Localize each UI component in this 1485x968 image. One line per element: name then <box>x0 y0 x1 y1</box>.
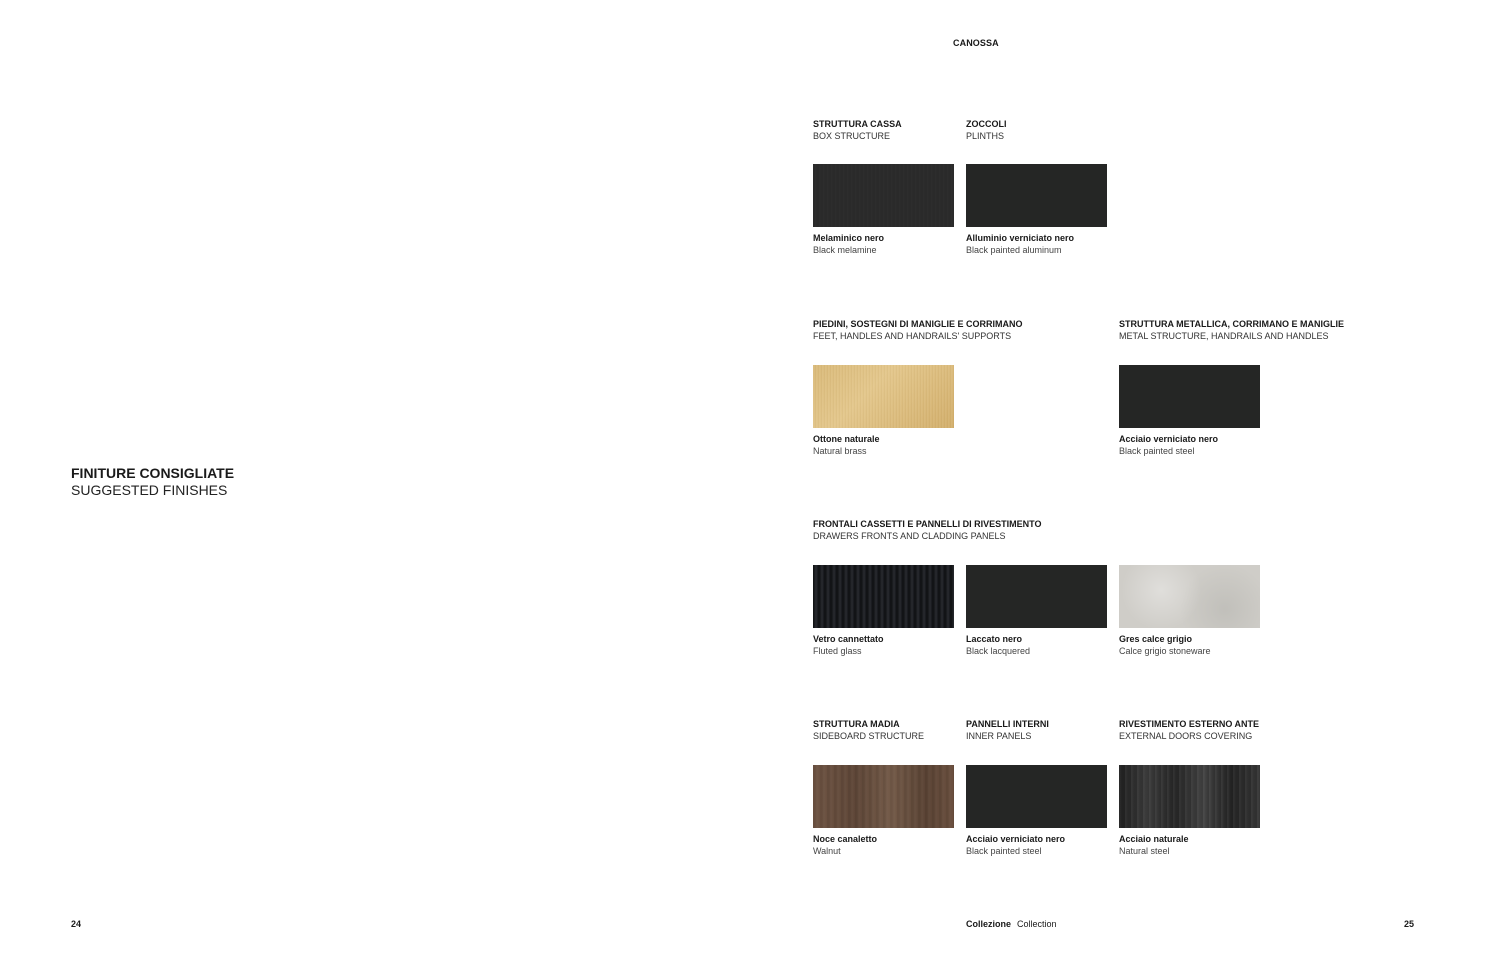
swatch-chip <box>1119 765 1260 828</box>
swatch-chip <box>966 565 1107 628</box>
category-metal-structure <box>1119 318 1344 343</box>
section-title-it: FINITURE CONSIGLIATE <box>71 465 235 481</box>
swatch-label-it: Noce canaletto <box>813 834 878 844</box>
category-label-it: STRUTTURA MADIA <box>813 719 900 729</box>
swatch-label-en: Black melamine <box>813 245 877 255</box>
footer-label-it: Collezione <box>966 919 1012 929</box>
category-label-en: BOX STRUCTURE <box>813 131 891 141</box>
category-label-en: METAL STRUCTURE, HANDRAILS AND HANDLES <box>1119 331 1329 341</box>
category-label-it: ZOCCOLI <box>966 119 1007 129</box>
category-label-it: STRUTTURA METALLICA, CORRIMANO E MANIGLIE <box>1119 319 1344 329</box>
brand-title: CANOSSA <box>953 38 999 48</box>
swatch-chip <box>813 365 954 428</box>
swatch-chip <box>813 164 954 227</box>
swatch-label-en: Fluted glass <box>813 646 862 656</box>
category-sideboard-structure <box>813 718 924 743</box>
swatch-label-it: Alluminio verniciato nero <box>966 233 1075 243</box>
swatch-label-it: Melaminico nero <box>813 233 885 243</box>
swatch-label-it: Acciaio naturale <box>1119 834 1189 844</box>
swatch-natural-steel <box>1119 765 1260 858</box>
category-label-en: DRAWERS FRONTS AND CLADDING PANELS <box>813 531 1006 541</box>
section-title-en: SUGGESTED FINISHES <box>71 482 228 498</box>
swatch-label-en: Black painted steel <box>966 846 1042 856</box>
swatch-chip <box>966 164 1107 227</box>
category-drawer-fronts <box>813 518 1042 543</box>
swatch-walnut <box>813 765 954 858</box>
swatch-label-it: Ottone naturale <box>813 434 880 444</box>
swatch-calce-grigio-stoneware <box>1119 565 1260 658</box>
swatch-label-it: Acciaio verniciato nero <box>1119 434 1219 444</box>
swatch-black-melamine <box>813 164 954 257</box>
category-label-en: SIDEBOARD STRUCTURE <box>813 731 925 741</box>
category-external-doors <box>1119 718 1259 743</box>
category-label-en: EXTERNAL DOORS COVERING <box>1119 731 1253 741</box>
swatch-chip <box>813 565 954 628</box>
swatch-chip <box>966 765 1107 828</box>
swatch-chip <box>1119 565 1260 628</box>
swatch-label-en: Natural steel <box>1119 846 1170 856</box>
swatch-label-it: Laccato nero <box>966 634 1023 644</box>
swatch-natural-brass <box>813 365 954 458</box>
section-title <box>71 465 234 499</box>
swatch-label-en: Black painted steel <box>1119 446 1195 456</box>
category-plinths <box>966 118 1007 143</box>
category-label-it: PIEDINI, SOSTEGNI DI MANIGLIE E CORRIMANO <box>813 319 1023 329</box>
footer-collection <box>966 919 1057 929</box>
swatch-label-it: Vetro cannettato <box>813 634 884 644</box>
page-number-left: 24 <box>71 919 82 929</box>
category-label-it: STRUTTURA CASSA <box>813 119 902 129</box>
category-label-en: PLINTHS <box>966 131 1005 141</box>
swatch-label-it: Gres calce grigio <box>1119 634 1193 644</box>
swatch-label-en: Black lacquered <box>966 646 1031 656</box>
swatch-label-en: Natural brass <box>813 446 867 456</box>
page-number-right: 25 <box>1404 919 1415 929</box>
swatch-black-painted-aluminum <box>966 164 1107 257</box>
category-label-it: PANNELLI INTERNI <box>966 719 1049 729</box>
swatch-label-en: Walnut <box>813 846 841 856</box>
swatch-black-painted-steel <box>1119 365 1260 458</box>
category-label-it: RIVESTIMENTO ESTERNO ANTE <box>1119 719 1260 729</box>
swatch-fluted-glass <box>813 565 954 658</box>
swatch-chip <box>813 765 954 828</box>
swatch-label-en: Calce grigio stoneware <box>1119 646 1211 656</box>
swatch-label-en: Black painted aluminum <box>966 245 1062 255</box>
swatch-black-painted-steel-2 <box>966 765 1107 858</box>
category-feet-handles <box>813 318 1023 343</box>
swatch-label-it: Acciaio verniciato nero <box>966 834 1066 844</box>
footer-label-en: Collection <box>1017 919 1057 929</box>
category-box-structure <box>813 118 902 143</box>
category-label-en: FEET, HANDLES AND HANDRAILS' SUPPORTS <box>813 331 1012 341</box>
category-label-en: INNER PANELS <box>966 731 1032 741</box>
swatch-chip <box>1119 365 1260 428</box>
category-label-it: FRONTALI CASSETTI E PANNELLI DI RIVESTIMENTO <box>813 519 1042 529</box>
swatch-black-lacquered <box>966 565 1107 658</box>
category-inner-panels <box>966 718 1049 743</box>
